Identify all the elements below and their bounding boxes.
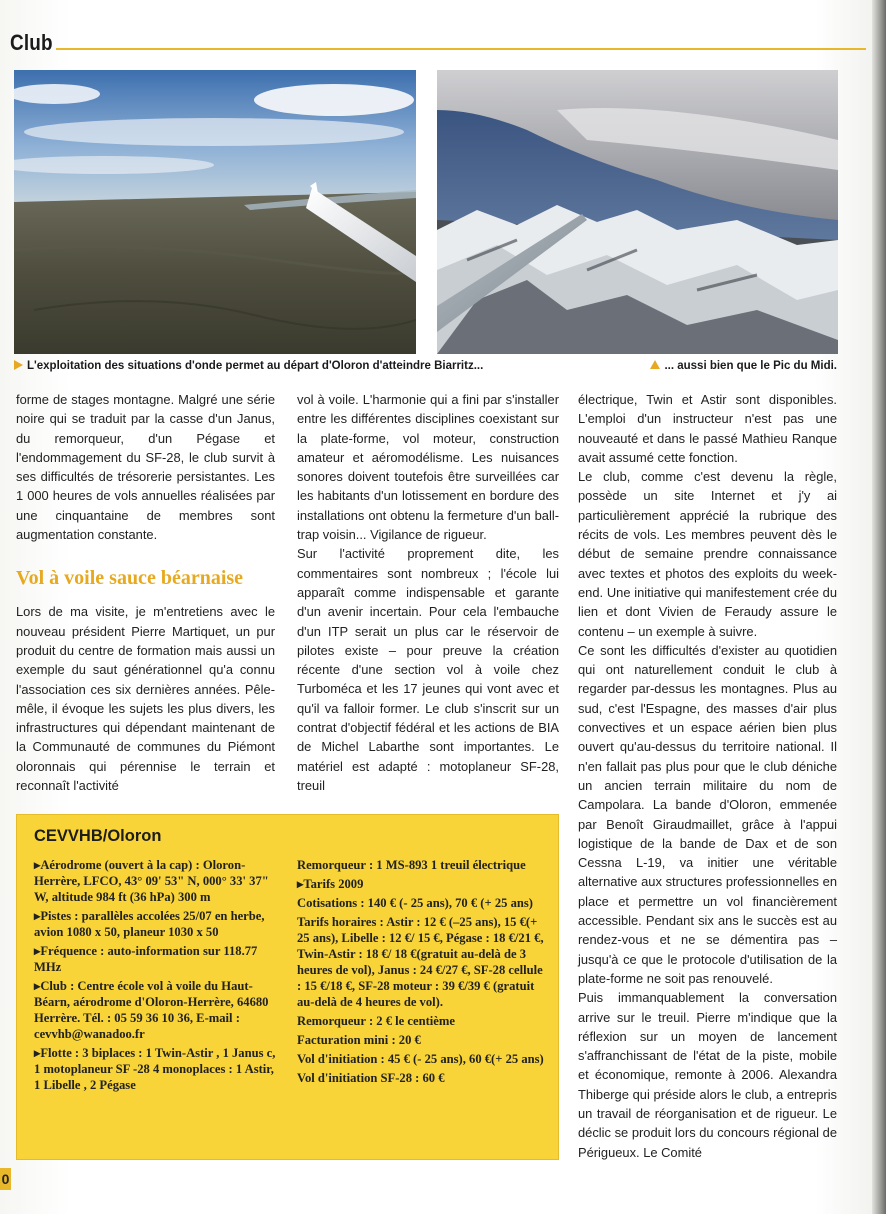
club-info-box — [16, 814, 559, 1160]
caption-arrow-up-icon — [650, 360, 660, 369]
info-entry-aerodrome: ▸Aérodrome (ouvert à la cap) : Oloron-Herrère, LFCO, 43° 09' 53" N, 000° 33' 37" W, altitude 984 ft (36 hPa) 300 m — [34, 858, 269, 904]
article-paragraph: électrique, Twin et Astir sont disponibles. L'emploi d'un instructeur n'est pas une nouveauté et dans le passé Mathieu Ranque avait assumé cette fonction. — [578, 392, 837, 465]
section-header — [10, 30, 866, 54]
info-entry-cotisations: Cotisations : 140 € (- 25 ans), 70 € (+ 25 ans) — [297, 896, 533, 910]
article-paragraph: vol à voile. L'harmonie qui a fini par s'installer entre les différentes disciplines coexistant sur la plate-forme, vol moteur, construction amateur et aéromodélisme. Les nuisances sonores doivent toutefois être surveillées car les habitants d'un lotissement en bordure des installations ont obtenu la fermeture d'un ball-trap voisin... Vigilance de rigueur. — [297, 392, 559, 543]
article-paragraph: Ce sont les difficultés d'exister au quotidien qui ont naturellement conduit le club à regarder par-dessus les montagnes. Plus au sud, c'est l'Espagne, des masses d'air plus convectives et un espace aérien bien plus ouvert qu'au-dessus du territoire national. Il n'en fallait pas plus pour que le club déniche un ancien terrain militaire du nom de Campolara. La bande d'Oloron, emmenée par Benoît Giraudmaillet, grâce à l'appui logistique de la bande de Dax et de son Cessna L-19, va initier une véritable alternative aux structures professionnelles en place et permettre un vol financièrement accessible. Pendant six ans le succès est au rendez-vous et ne se démentira pas – jusqu'à ce que le protocole d'utilisation de la plate-forme ne soit pas renouvelé. — [578, 642, 837, 986]
article-column-1 — [16, 390, 275, 795]
info-entry-club: ▸Club : Centre école vol à voile du Haut-Béarn, aérodrome d'Oloron-Herrère, 64680 Herrère. Tél. : 05 59 36 10 36, E-mail : cevvhb@wanadoo.fr — [34, 979, 269, 1041]
page-number: 0 — [0, 1168, 11, 1190]
article-subheading: Vol à voile sauce béarnaise — [16, 567, 244, 590]
info-entry-vol-initiation-sf28: Vol d'initiation SF-28 : 60 € — [297, 1071, 445, 1085]
page-binding-shadow — [872, 0, 886, 1214]
article-paragraph: Puis immanquablement la conversation arrive sur le treuil. Pierre m'indique que la réflexion sur un moyen de lancement s'affranchissant de l'état de la piste, mobile et économique, remonte à 2006. Alexandra Thiberge qui préside alors le club, a entrepris un travail de réorganisation et de rigueur. Le déclic se produit lors du concours régional de Périgueux. Le Comité — [578, 990, 837, 1160]
info-box-title: CEVVHB/Oloron — [34, 827, 162, 845]
info-entry-vol-initiation: Vol d'initiation : 45 € (- 25 ans), 60 €(+ 25 ans) — [297, 1052, 544, 1066]
article-paragraph: Sur l'activité proprement dite, les commentaires sont nombreux ; l'école lui apparaît comme indispensable et garante d'un avenir incertain. Pour cela l'embauche d'un ITP serait un plus car le réservoir de pilotes existe – pour preuve la création récente d'une section vol à voile chez Turboméca et les 17 jeunes qui vont avec et qu'il va falloir former. Le club s'inscrit sur un contrat d'objectif fédéral et les actions de BIA de Michel Labarthe sont importantes. Le matériel est adapté : motoplaneur SF-28, treuil — [297, 546, 559, 793]
info-entry-remorqueur-prix: Remorqueur : 2 € le centième — [297, 1014, 455, 1028]
info-entry-facturation: Facturation mini : 20 € — [297, 1033, 421, 1047]
info-entry-frequence: ▸Fréquence : auto-information sur 118.77 MHz — [34, 944, 258, 974]
info-entry-tarifs-horaires: Tarifs horaires : Astir : 12 € (–25 ans), 15 €(+ 25 ans), Libelle : 12 €/ 15 €, Pégase : 18 €/21 €, Twin-Astir : 18 €/ 18 €(gratuit au-delà de 3 heures de vol), Janus : 24 €/27 €, SF-28 cellule : 15 €/18 €, SF-28 moteur : 39 €/39 € (gratuit au-delà de 4 heures de vol). — [297, 915, 544, 1009]
article-paragraph: Lors de ma visite, je m'entretiens avec le nouveau président Pierre Martiquet, un pur produit du centre de formation mais aussi un exemple du saut générationnel qu'a connu l'association ces six dernières années. Pêle-mêle, il évoque les sujets les plus divers, les infrastructures qui dépendant maintenant de la Communauté de communes du Piémont oloronnais qui pérennise le terrain et reconnaît l'activité — [16, 604, 275, 794]
caption-left — [14, 360, 483, 372]
header-rule — [56, 48, 866, 50]
article-column-2 — [297, 390, 559, 795]
caption-arrow-right-icon — [14, 360, 23, 370]
caption-right — [650, 360, 837, 372]
info-entry-pistes: ▸Pistes : parallèles accolées 25/07 en herbe, avion 1080 x 50, planeur 1030 x 50 — [34, 909, 265, 939]
article-paragraph: Le club, comme c'est devenu la règle, possède un site Internet et j'y ai particulièrement apprécié la rubrique des récits de vols. Les membres peuvent dès le début de semaine prendre connaissance avec textes et photos des exploits du week-end. Une initiative qui manifestement crée du lien et dont Vivien de Feraudy assure le contenu – un exemple à suivre. — [578, 469, 837, 639]
caption-right-text: ... aussi bien que le Pic du Midi. — [664, 360, 837, 372]
info-entry-tarifs: ▸Tarifs 2009 — [297, 877, 364, 891]
info-box-left-column — [34, 857, 282, 1096]
photo-glider-mountains — [437, 70, 838, 354]
section-label: Club — [10, 30, 53, 55]
article-column-3 — [578, 390, 837, 1162]
caption-left-text: L'exploitation des situations d'onde permet au départ d'Oloron d'atteindre Biarritz... — [27, 360, 484, 372]
info-entry-remorqueur: Remorqueur : 1 MS-893 1 treuil électrique — [297, 858, 526, 872]
photo-glider-coast — [14, 70, 416, 354]
info-box-right-column — [297, 857, 549, 1089]
info-entry-flotte: ▸Flotte : 3 biplaces : 1 Twin-Astir , 1 Janus c, 1 motoplaneur SF -28 4 monoplaces : 1 Astir, 1 Libelle , 2 Pégase — [34, 1046, 276, 1092]
article-paragraph: forme de stages montagne. Malgré une série noire qui se traduit par la casse d'un Janus, du remorqueur, d'un Pégase et l'endommagement du SF-28, le club survit à ses difficultés de trésorerie persistantes. Les 1 000 heures de vols annuelles réalisées par une cinquantaine de membres sont augmentation constante. — [16, 392, 275, 543]
